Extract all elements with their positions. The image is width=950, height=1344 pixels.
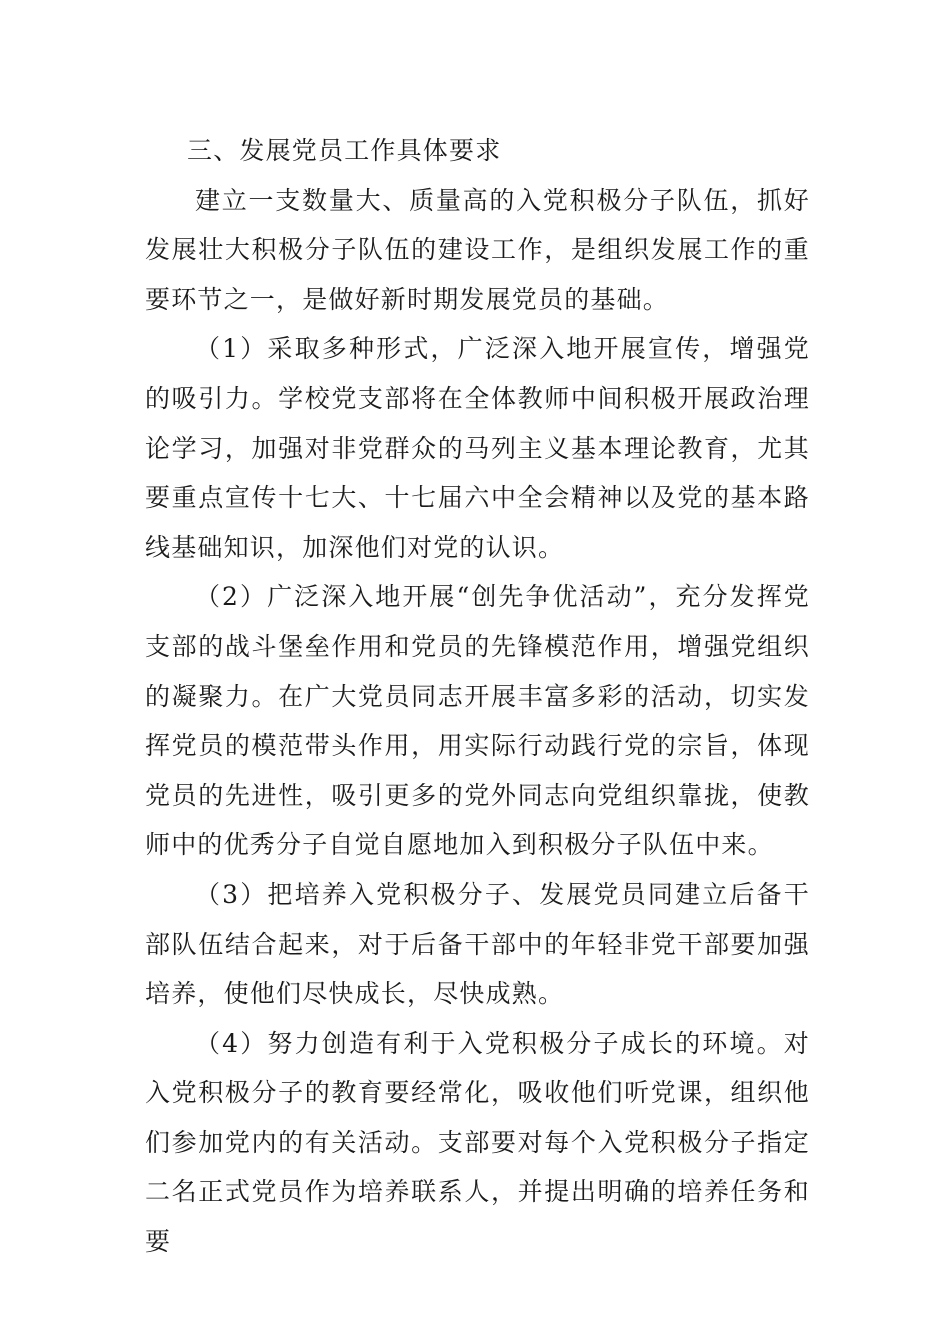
paragraph-item-4: （4）努力创造有利于入党积极分子成长的环境。对入党积极分子的教育要经常化，吸收他们听党课，组织他们参加党内的有关活动。支部要对每个入党积极分子指定二名正式党员作为培养联系人，并提出明确的培养任务和要 — [145, 1028, 810, 1257]
document-body — [145, 126, 810, 1267]
section-heading: 三、发展党员工作具体要求 — [187, 136, 502, 165]
paragraph-intro: 建立一支数量大、质量高的入党积极分子队伍，抓好发展壮大积极分子队伍的建设工作，是组织发展工作的重要环节之一，是做好新时期发展党员的基础。 — [145, 185, 810, 314]
paragraph-item-3: （3）把培养入党积极分子、发展党员同建立后备干部队伍结合起来，对于后备干部中的年轻非党干部要加强培养，使他们尽快成长，尽快成熟。 — [145, 879, 810, 1009]
paragraph-item-1: （1）采取多种形式，广泛深入地开展宣传，增强党的吸引力。学校党支部将在全体教师中间积极开展政治理论学习，加强对非党群众的马列主义基本理论教育，尤其要重点宣传十七大、十七届六中全会精神以及党的基本路线基础知识，加深他们对党的认识。 — [145, 334, 810, 562]
paragraph-item-2: （2）广泛深入地开展“创先争优活动”，充分发挥党支部的战斗堡垒作用和党员的先锋模范作用，增强党组织的凝聚力。在广大党员同志开展丰富多彩的活动，切实发挥党员的模范带头作用，用实际行动践行党的宗旨，体现党员的先进性，吸引更多的党外同志向党组织靠拢，使教师中的优秀分子自觉自愿地加入到积极分子队伍中来。 — [145, 582, 810, 860]
